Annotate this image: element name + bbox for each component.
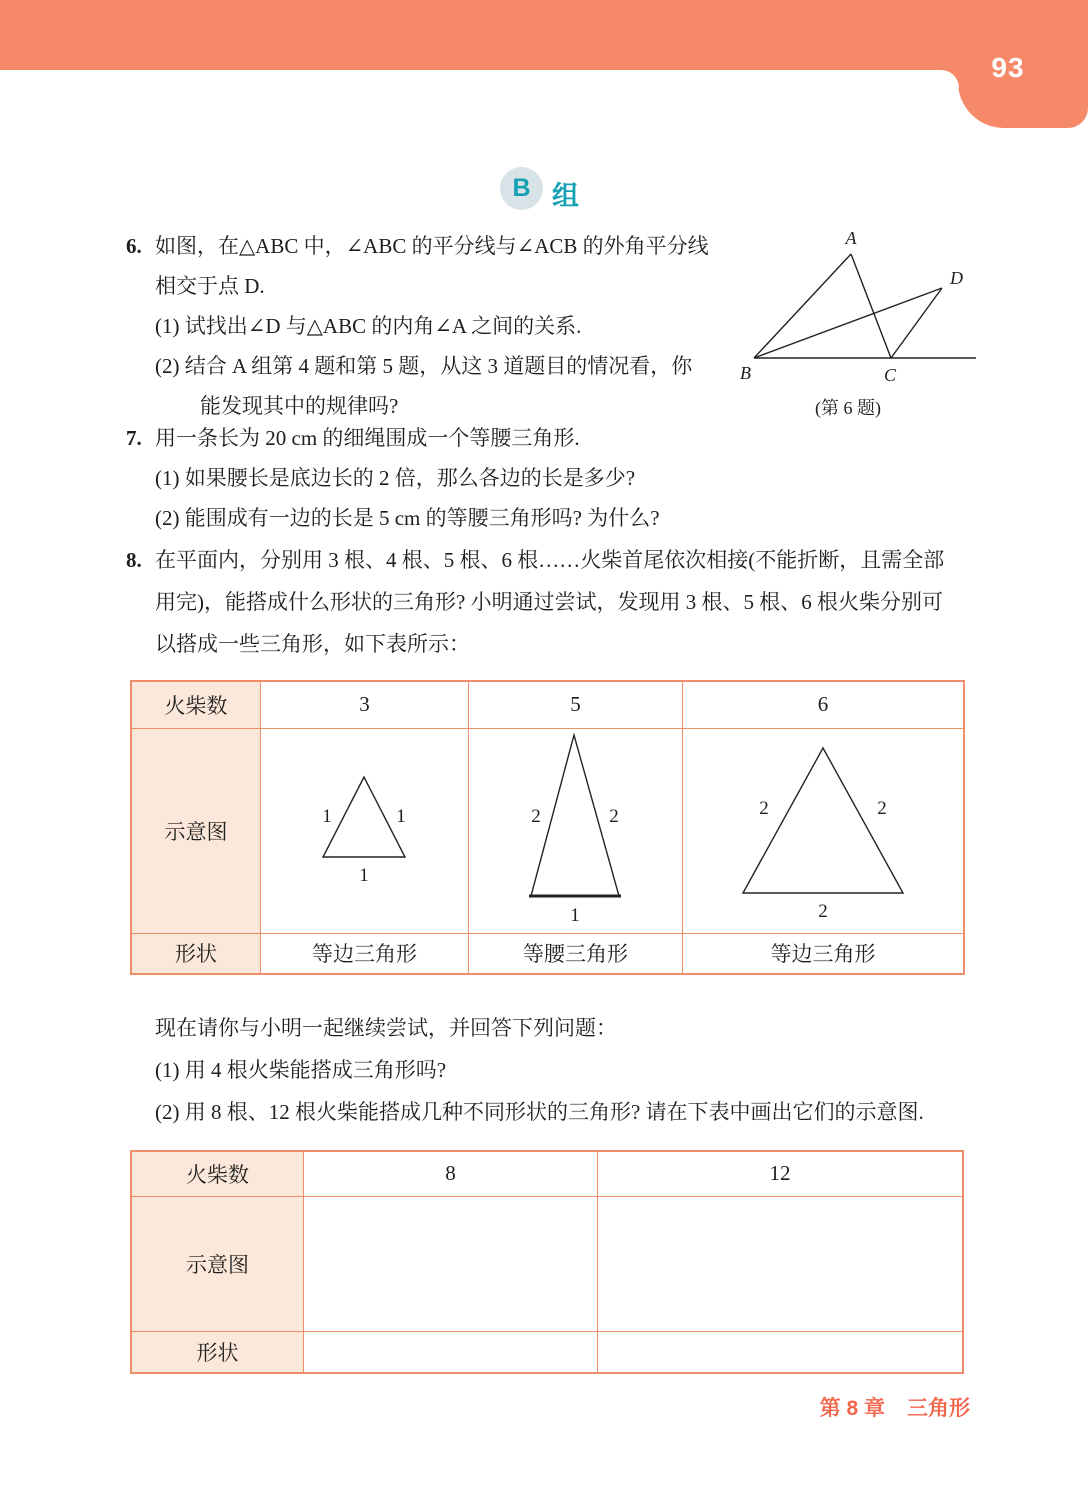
table1-count-6: 6 (683, 681, 965, 728)
problem8-number: 8. (126, 548, 142, 572)
midtext-line3: (2) 用 8 根、12 根火柴能搭成几种不同形状的三角形? 请在下表中画出它们的示意图. (155, 1100, 924, 1124)
table1-count-label: 火柴数 (131, 681, 261, 728)
triangle-3-matches (261, 729, 468, 933)
triangle3-side-base: 1 (359, 864, 369, 886)
table2-diagram-8-empty (304, 1196, 598, 1331)
figure-side-AC (851, 254, 891, 358)
table1-diagram-5 (469, 728, 683, 933)
table2-shape-8-empty (304, 1331, 598, 1373)
section-badge (500, 167, 543, 210)
problem8-line1: 在平面内，分别用 3 根、4 根、5 根、6 根……火柴首尾依次相接(不能折断，且需全部 (155, 548, 945, 572)
footer-title: 三角形 (907, 1397, 970, 1420)
problem7-number: 7. (126, 426, 142, 450)
problem7-line2: (1) 如果腰长是底边长的 2 倍，那么各边的长是多少? (155, 466, 636, 490)
problem6-line3: (1) 试找出∠D 与△ABC 的内角∠A 之间的关系. (155, 314, 582, 338)
section-label: 组 (552, 181, 579, 211)
figure-label-C: C (883, 365, 897, 385)
table1-shape-5: 等腰三角形 (469, 933, 683, 974)
table1-diagram-3 (261, 728, 469, 933)
table2-diagram-label: 示意图 (131, 1196, 304, 1331)
triangle6-side-right: 2 (877, 797, 887, 819)
problem6-line5: 能发现其中的规律吗? (200, 394, 399, 418)
problem6-line4: (2) 结合 A 组第 4 题和第 5 题，从这 3 道题目的情况看，你 (155, 354, 693, 378)
problem8-line3: 以搭成一些三角形，如下表所示： (155, 632, 470, 656)
problem6-line1: 如图，在△ABC 中，∠ABC 的平分线与∠ACB 的外角平分线 (155, 234, 709, 258)
table1-shape-label: 形状 (131, 933, 261, 974)
triangle5-side-right: 2 (609, 805, 619, 827)
figure-bisector-CD (891, 288, 942, 358)
table1-shape-6: 等边三角形 (683, 933, 965, 974)
top-coral-band (0, 0, 958, 70)
figure-side-BA (754, 254, 851, 358)
problem8-line2: 用完)，能搭成什么形状的三角形? 小明通过尝试，发现用 3 根、5 根、6 根火柴分别可 (155, 590, 944, 614)
footer-chapter: 第 8 章 (819, 1397, 885, 1420)
triangle5-side-left: 2 (531, 805, 541, 827)
table2-count-12: 12 (598, 1151, 964, 1196)
table2-row-count (131, 1151, 963, 1196)
table1-row-count (131, 681, 964, 728)
table1-diagram-6 (683, 728, 965, 933)
table1-row-shape (131, 933, 964, 974)
problem6-number: 6. (126, 234, 142, 258)
table2-count-label: 火柴数 (131, 1151, 304, 1196)
table1-count-5: 5 (469, 681, 683, 728)
table1-shape-3: 等边三角形 (261, 933, 469, 974)
table2-diagram-12-empty (598, 1196, 964, 1331)
table1-row-diagram (131, 728, 964, 933)
figure-label-B: B (740, 363, 751, 383)
figure-label-A: A (845, 228, 857, 248)
matches-table-1 (130, 680, 965, 975)
table2-shape-label: 形状 (131, 1331, 304, 1373)
triangle-6-matches (683, 729, 963, 933)
matches-table-2 (130, 1150, 964, 1374)
midtext-line1: 现在请你与小明一起继续尝试，并回答下列问题： (155, 1016, 617, 1040)
triangle5-side-base: 1 (570, 904, 580, 926)
problem7-line1: 用一条长为 20 cm 的细绳围成一个等腰三角形. (155, 426, 580, 450)
page-number: 93 (991, 52, 1025, 83)
triangle6-side-base: 2 (818, 900, 828, 922)
triangle-5-matches (469, 729, 682, 933)
figure-bisector-BD (754, 288, 942, 358)
chapter-footer (0, 1392, 970, 1422)
problem6-figure (728, 226, 980, 426)
midtext-line2: (1) 用 4 根火柴能搭成三角形吗? (155, 1058, 447, 1082)
problem7-line3: (2) 能围成有一边的长是 5 cm 的等腰三角形吗? 为什么? (155, 506, 660, 530)
triangle6-side-left: 2 (759, 797, 769, 819)
table2-count-8: 8 (304, 1151, 598, 1196)
triangle3-side-right: 1 (396, 805, 406, 827)
table2-row-diagram (131, 1196, 963, 1331)
figure-caption: (第 6 题) (815, 398, 881, 418)
figure-label-D: D (950, 268, 963, 288)
table1-count-3: 3 (261, 681, 469, 728)
table1-diagram-label: 示意图 (131, 728, 261, 933)
table2-row-shape (131, 1331, 963, 1373)
table2-shape-12-empty (598, 1331, 964, 1373)
triangle3-side-left: 1 (322, 805, 332, 827)
section-badge-letter: B (512, 174, 531, 202)
problem6-line2: 相交于点 D. (155, 274, 265, 298)
